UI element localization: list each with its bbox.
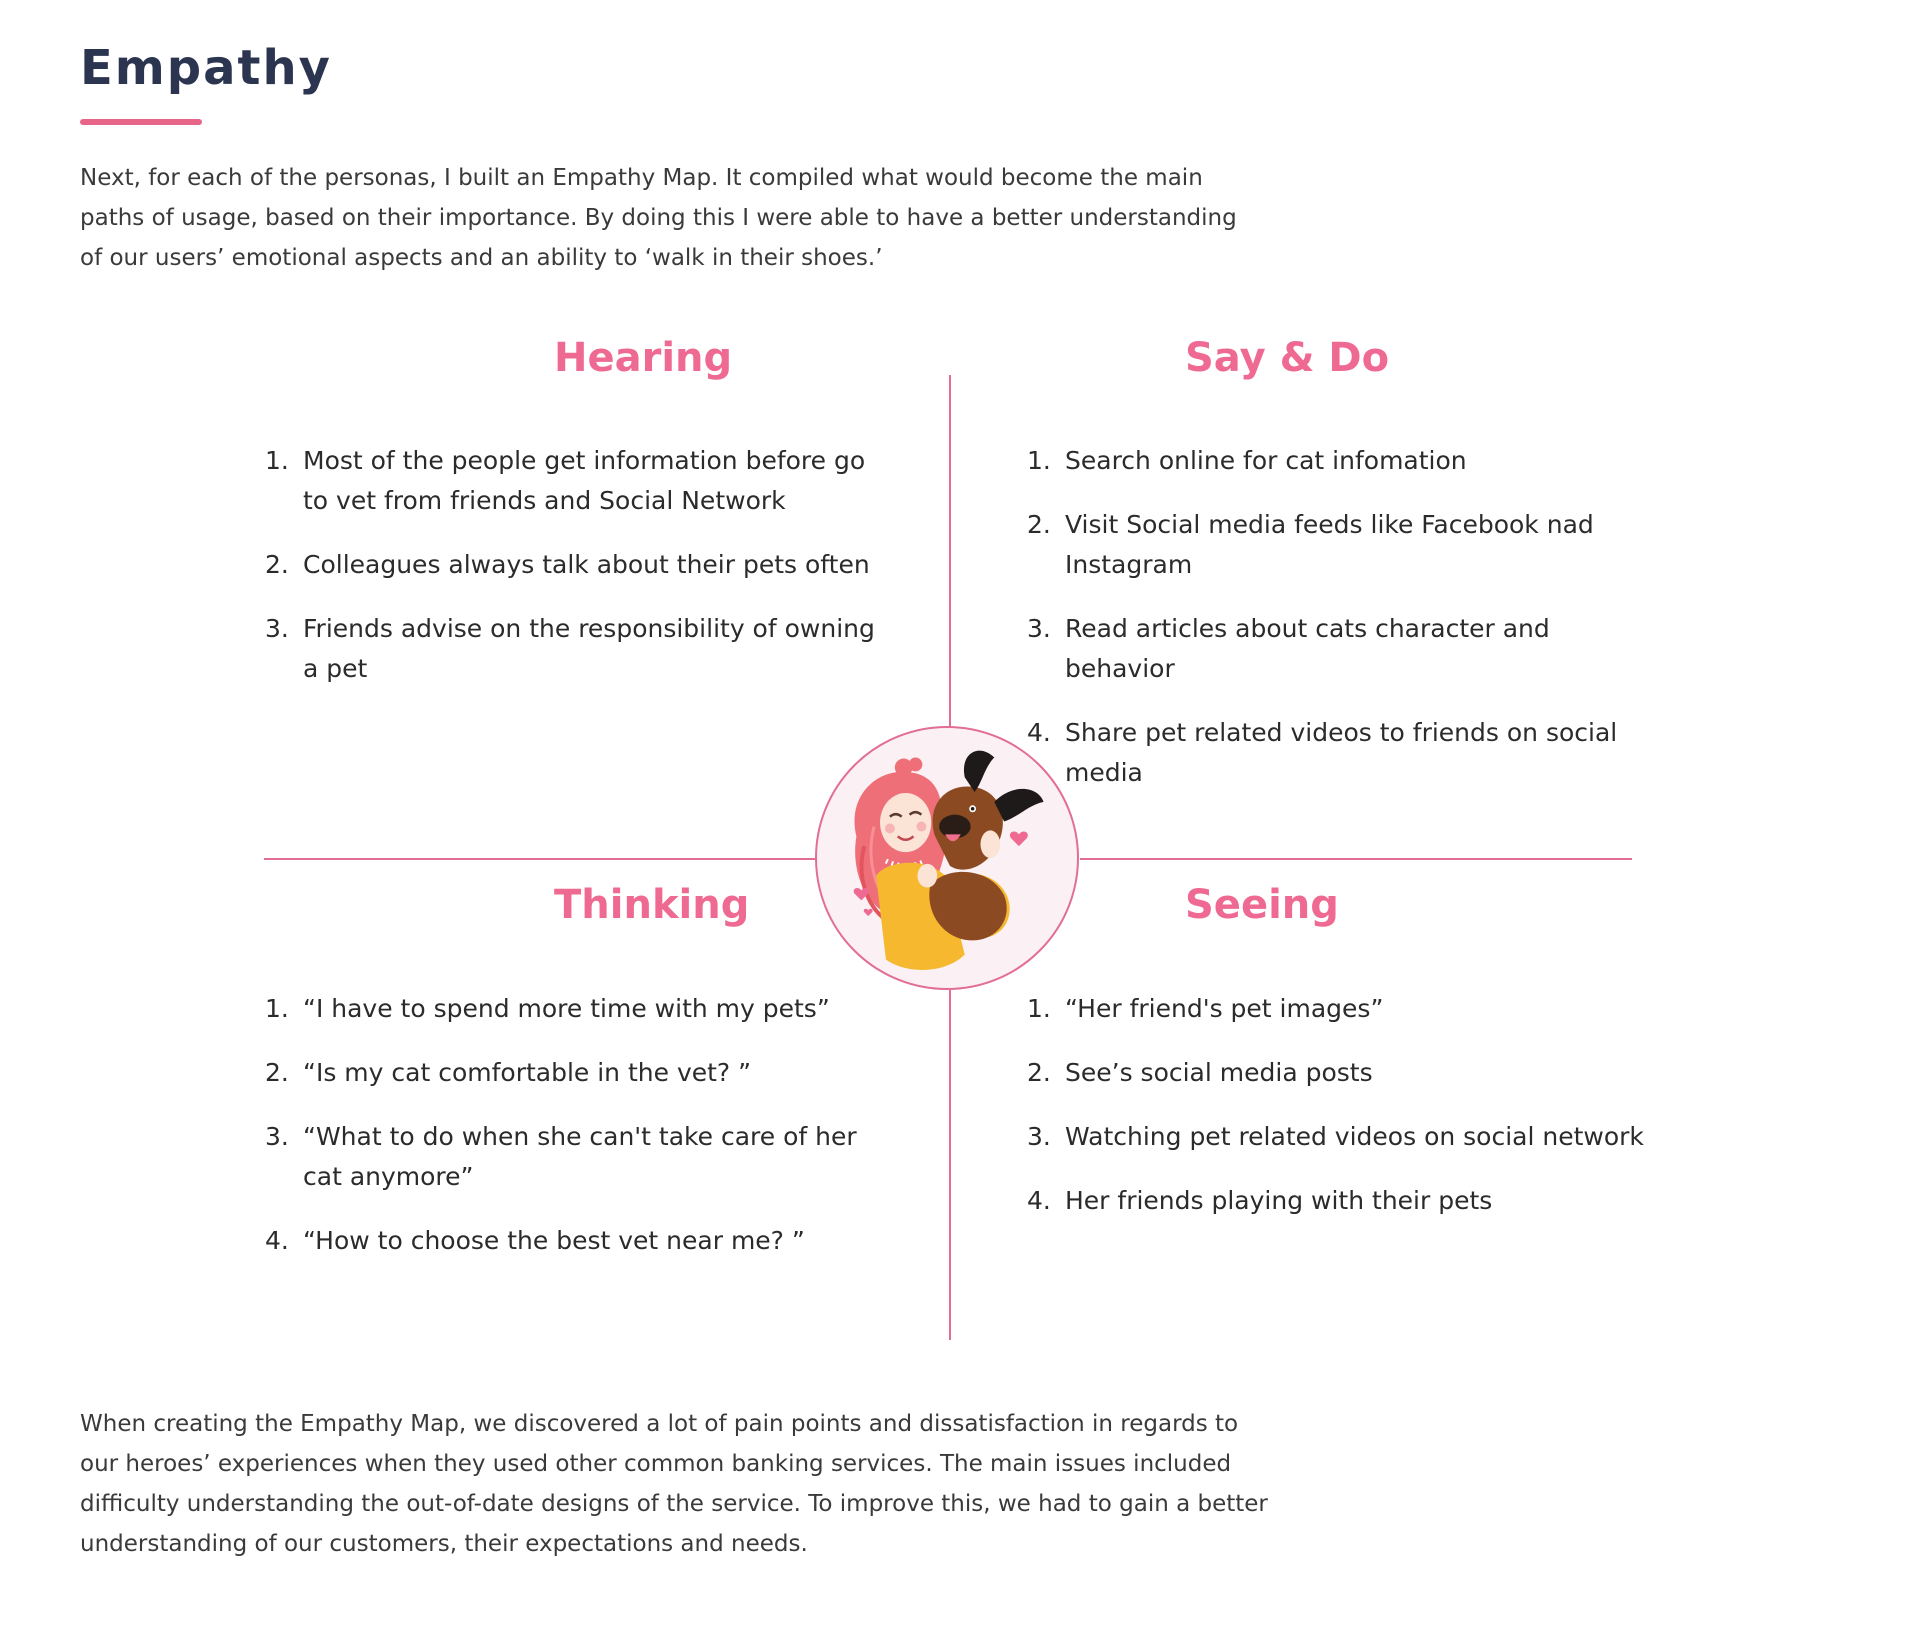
thinking-list: [265, 989, 885, 1285]
list-item-text: “What to do when she can't take care of her cat anymore”: [303, 1122, 857, 1191]
list-number: 3.: [1027, 614, 1051, 643]
list-item-text: Colleagues always talk about their pets often: [303, 550, 870, 579]
list-item-text: Her friends playing with their pets: [1065, 1186, 1493, 1215]
list-item-text: Read articles about cats character and behavior: [1065, 614, 1550, 683]
list-item-text: Visit Social media feeds like Facebook nad Instagram: [1065, 510, 1594, 579]
list-item-text: Most of the people get information before go to vet from friends and Social Network: [303, 446, 866, 515]
list-number: 4.: [265, 1226, 289, 1255]
list-item: [265, 545, 885, 585]
list-item: [265, 441, 885, 521]
title-underline: [80, 119, 202, 125]
list-item: [1027, 1053, 1667, 1093]
list-item: [265, 1053, 885, 1093]
list-number: 4.: [1027, 1186, 1051, 1215]
seeing-list: [1027, 989, 1667, 1245]
list-item: [265, 989, 885, 1029]
list-item: [265, 1117, 885, 1197]
hearing-list: [265, 441, 885, 713]
list-item: [1027, 989, 1667, 1029]
list-number: 2.: [1027, 1058, 1051, 1087]
list-number: 4.: [1027, 718, 1051, 747]
page-title: Empathy: [80, 40, 332, 96]
list-item-text: Share pet related videos to friends on social media: [1065, 718, 1618, 787]
list-item-text: Friends advise on the responsibility of owning a pet: [303, 614, 875, 683]
list-item-text: “Is my cat comfortable in the vet? ”: [303, 1058, 752, 1087]
list-item: [1027, 441, 1647, 481]
axis-horizontal-left: [264, 858, 816, 860]
list-item: [1027, 609, 1647, 689]
axis-vertical-top: [949, 375, 951, 727]
list-item-text: “I have to spend more time with my pets”: [303, 994, 830, 1023]
axis-vertical-bottom: [949, 990, 951, 1340]
list-number: 1.: [1027, 446, 1051, 475]
list-item: [1027, 1117, 1667, 1157]
intro-paragraph: Next, for each of the personas, I built an Empathy Map. It compiled what would become the main paths of usage, based on their importance. By doing this I were able to have a better understanding of our users’ emotional aspects and an ability to ‘walk in their shoes.’: [80, 165, 1237, 271]
say-do-list: [1027, 441, 1647, 817]
list-number: 1.: [265, 446, 289, 475]
list-item: [265, 1221, 885, 1261]
thinking-title: Thinking: [554, 882, 750, 928]
list-item: [265, 609, 885, 689]
list-number: 2.: [265, 1058, 289, 1087]
list-number: 1.: [265, 994, 289, 1023]
list-number: 1.: [1027, 994, 1051, 1023]
say-do-title: Say & Do: [1185, 335, 1390, 381]
list-item: [1027, 713, 1647, 793]
list-item-text: Watching pet related videos on social network: [1065, 1122, 1644, 1151]
seeing-title: Seeing: [1185, 882, 1339, 928]
list-item-text: See’s social media posts: [1065, 1058, 1373, 1087]
list-item-text: “Her friend's pet images”: [1065, 994, 1384, 1023]
axis-horizontal-right: [1080, 858, 1632, 860]
center-illustration-circle: [815, 726, 1079, 990]
list-number: 2.: [1027, 510, 1051, 539]
outro-paragraph: When creating the Empathy Map, we discovered a lot of pain points and dissatisfaction in regards to our heroes’ experiences when they used other common banking services. The main issues included difficulty understanding the out-of-date designs of the service. To improve this, we had to gain a better understanding of our customers, their expectations and needs.: [80, 1411, 1268, 1557]
girl-hugging-dog-illustration-icon: [817, 728, 1077, 988]
list-number: 3.: [265, 614, 289, 643]
list-number: 3.: [265, 1122, 289, 1151]
hearing-title: Hearing: [554, 335, 733, 381]
list-item-text: “How to choose the best vet near me? ”: [303, 1226, 805, 1255]
list-number: 2.: [265, 550, 289, 579]
list-item: [1027, 505, 1647, 585]
list-item: [1027, 1181, 1667, 1221]
list-item-text: Search online for cat infomation: [1065, 446, 1467, 475]
list-number: 3.: [1027, 1122, 1051, 1151]
